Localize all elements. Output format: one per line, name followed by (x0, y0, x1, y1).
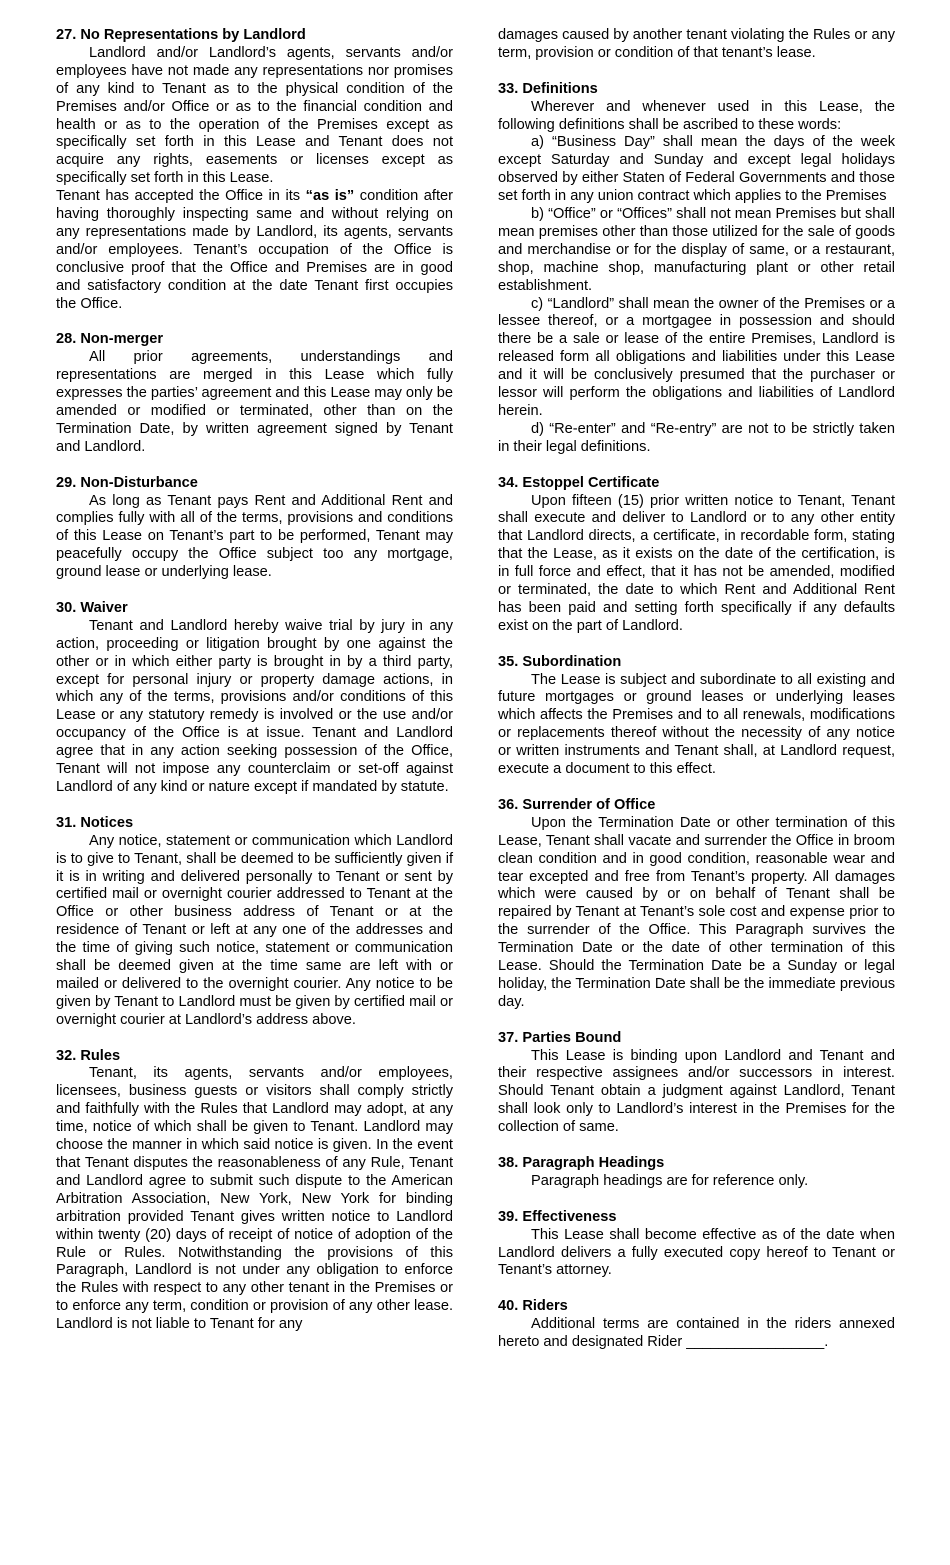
section-paragraph: As long as Tenant pays Rent and Additional Rent and complies fully with all of the terms, provisions and conditions of this Lease on Tenant’s part to be performed, Tenant may peacefully occupy the Office subject too any mortgage, ground lease or underlying lease. (56, 492, 453, 581)
section-heading: 40. Riders (498, 1298, 568, 1315)
definition-item: b) “Office” or “Offices” shall not mean Premises but shall mean premises other than those utilized for the sale of goods and merchandise or for the display of same, or a restaurant, shop, machine shop, manufacturing plant or other retail establishment. (498, 206, 895, 294)
section-heading: 33. Definitions (498, 80, 598, 97)
section-paragraph: damages caused by another tenant violating the Rules or any term, provision or condition of that tenant’s lease. (498, 27, 895, 61)
section-35 (498, 654, 895, 779)
section-40 (498, 1298, 895, 1352)
definition-item: c) “Landlord” shall mean the owner of the Premises or a lessee thereof, or a mortgagee in possession and should there be a sale or lease of the entire Premises, Landlord is released form all obligations and liabilities under this Lease and it will be conclusively presumed that the purchaser or lessor will perform the obligations and liabilities of Landlord herein. (498, 295, 895, 420)
section-36 (498, 797, 895, 1012)
definition-item: d) “Re-enter” and “Re-entry” are not to be strictly taken in their legal definitions. (498, 420, 895, 455)
section-34 (498, 475, 895, 636)
section-paragraph: The Lease is subject and subordinate to all existing and future mortgages or ground leases or underlying leases which affects the Premises and to all renewals, modifications or replacements thereof without the necessity of any notice or written instruments and Tenant shall, at Landlord request, execute a document to this effect. (498, 671, 895, 778)
section-heading: 34. Estoppel Certificate (498, 474, 660, 491)
section-heading: 35. Subordination (498, 653, 622, 670)
section-heading: 27. No Representations by Landlord (56, 27, 306, 43)
right-column (498, 27, 895, 1370)
section-paragraph: Paragraph headings are for reference only. (531, 1172, 809, 1189)
section-27 (56, 27, 453, 314)
section-32 (56, 1048, 453, 1335)
paragraph-text: condition after having thoroughly inspecting same and without relying on any representations made by Landlord, its agents, servants and/or employees. Tenant’s occupation of the Office is conclusive proof that the Office and Premises are in good and satisfactory condition at the date Tenant first occupies the Office. (56, 188, 453, 312)
as-is-emphasis: “as is” (305, 188, 355, 205)
section-31 (56, 815, 453, 1030)
section-paragraph: Upon fifteen (15) prior written notice to Tenant, Tenant shall execute and deliver to Landlord or to any other entity that Landlord directs, a certificate, in recordable form, stating that the Lease, as it exists on the date of the certification, is in full force and effect, that it has not be amended, modified or terminated, the date to which Rent and Additional Rent has been paid and setting forth specifically if any defaults exist on the part of Landlord. (498, 492, 895, 634)
section-33 (498, 81, 895, 457)
section-39 (498, 1209, 895, 1281)
section-32-continued (498, 27, 895, 63)
section-30 (56, 600, 453, 797)
section-heading: 29. Non-Disturbance (56, 474, 198, 491)
section-37 (498, 1030, 895, 1137)
section-29 (56, 475, 453, 582)
section-heading: 28. Non-merger (56, 331, 164, 348)
section-heading: 32. Rules (56, 1047, 121, 1064)
section-paragraph: Tenant, its agents, servants and/or employees, licensees, business guests or visitors shall comply strictly and faithfully with the Rules that Landlord may adopt, at any time, notice of which shall be given to Tenant. Landlord may choose the manner in which said notice is given. In the event that Tenant disputes the reasonableness of any Rule, Tenant and Landlord agree to submit such dispute to the American Arbitration Association, New York, New York for binding arbitration provided Tenant gives written notice to Landlord within twenty (20) days of receipt of notice of adoption of the Rule or Rules. Notwithstanding the provisions of this Paragraph, Landlord is not under any obligation to enforce the Rules with respect to any other tenant in the Premises or to enforce any term, condition or provision of any other lease. Landlord is not liable to Tenant for any (56, 1065, 453, 1333)
section-paragraph: This Lease is binding upon Landlord and Tenant and their respective assignees and/or successors in interest. Should Tenant obtain a judgment against Landlord, Tenant shall look only to Landlord’s interest in the Premises for the collection of same. (498, 1047, 895, 1136)
section-heading: 30. Waiver (56, 599, 128, 616)
section-paragraph: Upon the Termination Date or other termination of this Lease, Tenant shall vacate and surrender the Office in broom clean condition and in good condition, reasonable wear and tear excepted and free from Tenant’s property. All damages which were caused by or on behalf of Tenant shall be repaired by Tenant at Tenant’s sole cost and expense prior to the surrender of the Office. This Paragraph survives the Termination Date or the date of other termination of this Lease. Should the Termination Date be a Sunday or legal holiday, the Termination Date shall be the immediate previous day. (498, 814, 895, 1010)
section-heading: 38. Paragraph Headings (498, 1155, 665, 1171)
section-paragraph: All prior agreements, understandings and representations are merged in this Lease which fully expresses the parties’ agreement and this Lease may only be amended or modified or terminated, other than on the Termination Date, by written agreement signed by Tenant and Landlord. (56, 349, 453, 455)
section-heading: 37. Parties Bound (498, 1029, 622, 1046)
section-38 (498, 1155, 895, 1191)
section-paragraph: Additional terms are contained in the riders annexed hereto and designated Rider _________________. (498, 1316, 895, 1351)
section-paragraph: Wherever and whenever used in this Lease, the following definitions shall be ascribed to these words: (498, 98, 895, 133)
left-column (56, 27, 453, 1352)
section-heading: 31. Notices (56, 814, 134, 831)
section-paragraph: Landlord and/or Landlord’s agents, servants and/or employees have not made any representations nor promises of any kind to Tenant as to the physical condition of the Premises and/or Office or as to the financial condition and health or as to the operation of the Premises except as specifically set forth in this Lease and Tenant does not acquire any rights, easements or licenses except as specifically set forth in this Lease. (56, 44, 453, 187)
section-paragraph: Any notice, statement or communication which Landlord is to give to Tenant, shall be deemed to be sufficiently given if it is in writing and delivered personally to Tenant or sent by certified mail or overnight courier addressed to Tenant at the Office or other business address of Tenant or at the residence of Tenant or left at any one of the addresses and the time of giving such notice, statement or communication shall be deemed given at the time same are left with or mailed or delivered to the overnight courier. Any notice to be given by Tenant to Landlord must be given by certified mail or overnight courier at Landlord’s address above. (56, 832, 453, 1028)
section-paragraph: This Lease shall become effective as of the date when Landlord delivers a fully executed copy hereof to Tenant or Tenant’s attorney. (498, 1226, 895, 1279)
section-paragraph: Tenant and Landlord hereby waive trial by jury in any action, proceeding or litigation brought by one against the other or in which either party is brought in by a third party, except for personal injury or property damage actions, in which any of the terms, provisions and/or conditions of this Lease or any statutory remedy is involved or the use and/or occupancy of the Office is at issue. Tenant and Landlord agree that in any action seeking possession of the Office, Tenant will not impose any counterclaim or set-off against Landlord of any kind or nature except if mandated by statute. (56, 617, 453, 796)
section-heading: 36. Surrender of Office (498, 796, 656, 813)
section-heading: 39. Effectiveness (498, 1208, 617, 1225)
section-28 (56, 331, 453, 456)
paragraph-text: Tenant has accepted the Office in its (56, 188, 306, 205)
definition-item: a) “Business Day” shall mean the days of the week except Saturday and Sunday and except legal holidays observed by either Staten of Federal Governments and those set forth in any union contract which applies to the Premises (498, 134, 895, 205)
section-paragraph (56, 188, 453, 313)
